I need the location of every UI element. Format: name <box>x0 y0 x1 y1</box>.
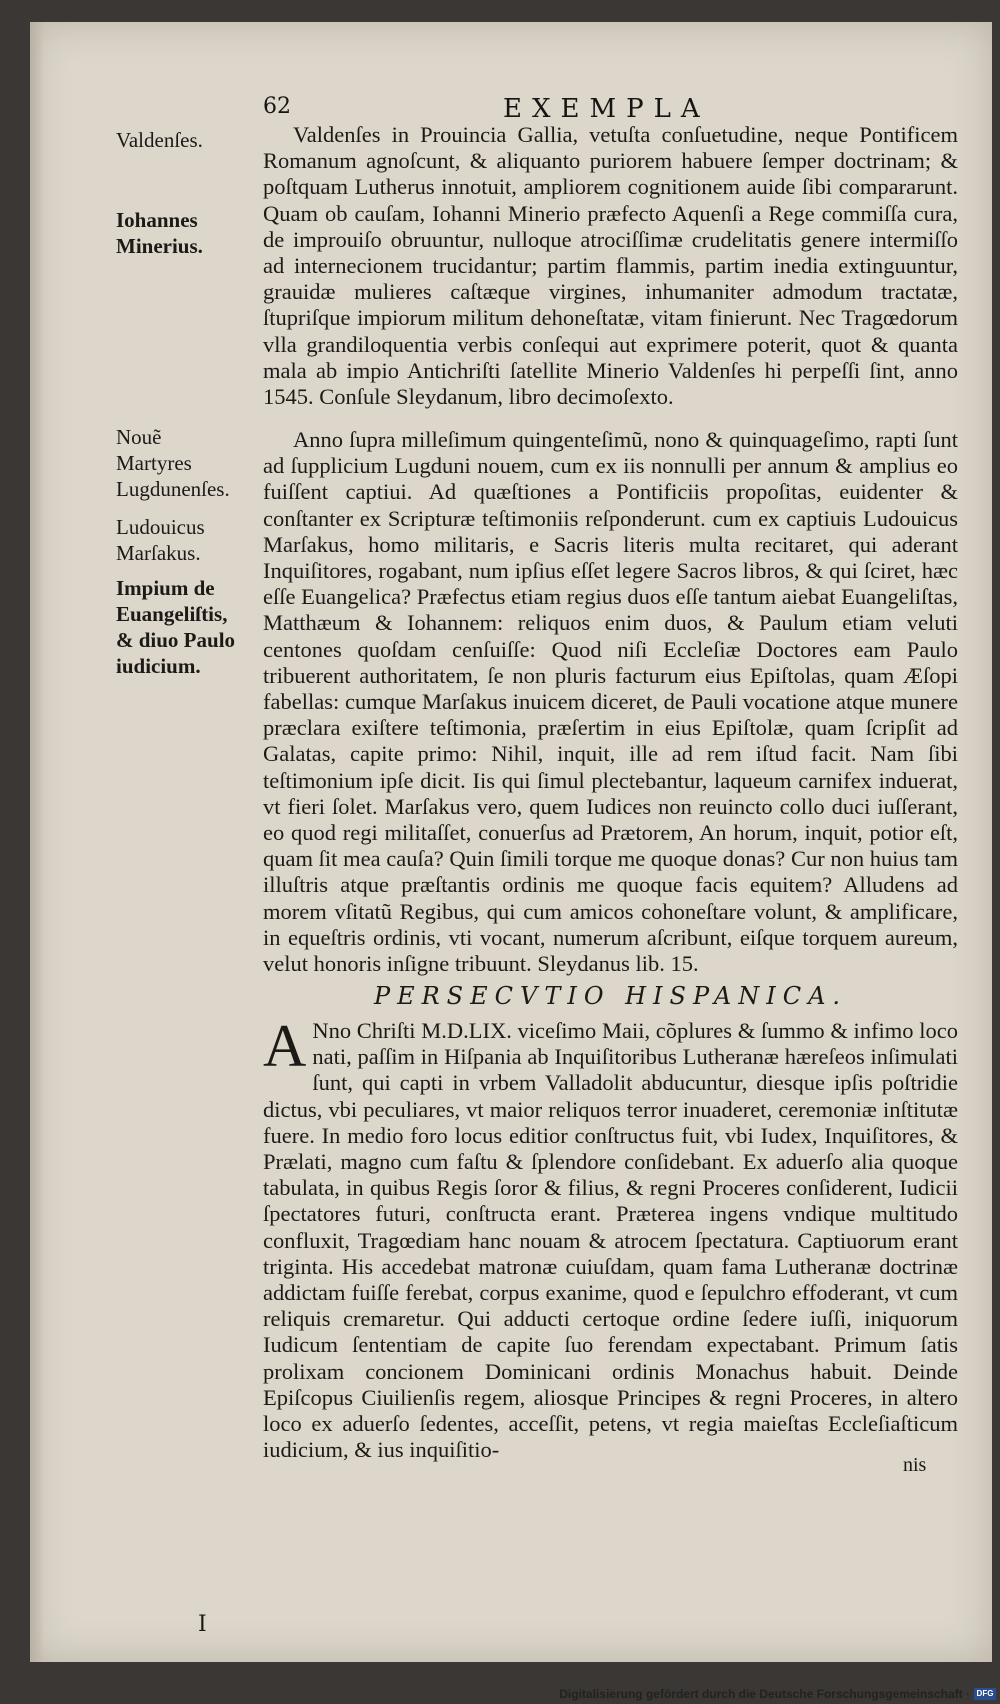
margin-note: Impium de Euangeliſtis, & diuo Paulo iudicium. <box>116 576 236 678</box>
footer-credit <box>559 1687 996 1701</box>
paragraph-hispanica-text: Nno Chriſti M.D.LIX. viceſimo Maii, cõplures & ſummo & infimo loco nati, paſſim in Hiſpania ab Inquiſitoribus Lutheranæ hæreſeos inſimulati ſunt, qui capti in vrbem Valladolit abducuntur, diesque ipſis poſtridie dictus, vbi peculiares, vt maior reliquos terror inuaderet, ceremoniæ inſtitutæ fuere. In medio foro locus editior conſtructus fuit, vbi Iudex, Inquiſitores, & Prælati, magno cum faſtu & ſplendore conſidebant. Ex aduerſo alia quoque tabulata, in quibus Regis ſoror & filius, & regni Proceres conſiderent, Iudicii ſpectatores futuri, conſtructa erant. Præterea ingens vndique multitudo confluxit, Tragœdiam hanc nouam & atrocem ſpectatura. Captiuorum erant triginta. His accedebat matronæ cuiuſdam, quam fama Lutheranæ doctrinæ addictam fuiſſe ferebat, corpus exanime, quod e ſepulchro effoderant, vt cum reliquis cremaretur. Qui adducti certoque ordine ſedere iuſſi, iniquorum Iudicum ſententiam de capite ſuo ferendam expectabant. Primum ſatis prolixam concionem Dominicani ordinis Monachus habuit. Deinde Epiſcopus Ciuilienſis regem, aliosque Principes & regni Proceres, in altero loco ex aduerſo ſedentes, acceſſit, petens, vt regia maieſtas Eccleſiaſticum iudicium, & ius inquiſitio- <box>263 1018 958 1463</box>
footer-text: Digitalisierung gefördert durch die Deutsche Forschungsgemeinschaft · <box>559 1687 970 1701</box>
paragraph-lugduni: Anno ſupra milleſimum quingenteſimũ, nono & quinquageſimo, rapti ſunt ad ſupplicium Lugduni nouem, cum ex iis nonnulli per annum & amplius eo fuiſſent captiui. Ad quæſtiones a Pontificiis propoſitas, euidenter & conſtanter ex Scripturæ teſtimoniis reſponderunt. cum ex captiuis Ludouicus Marſakus, homo militaris, e Sacris literis multa recitaret, qui aderant Inquiſitores, rogabant, num ipſius eſſet legere Sacros libros, & qui ſciret, hæc eſſe Euangelica? Præfectus etiam regius duos eſſe tantum aiebat Euangeliſtas, Matthæum & Iohannem: reliquos enim duos, & Paulum etiam veluti centones quoſdam cenſuiſſe: Quod niſi Eccleſiæ Doctores eam Paulo tribuerent authoritatem, ſe non pluris facturum eius Epiſtolas, quam Æſopi fabellas: cumque Marſakus inuicem diceret, de Pauli vocatione atque munere præclara exiſtere teſtimonia, præſertim in eius Epiſtolæ, quam ſcripſit ad Galatas, capite primo: Nihil, inquit, ille ad rem iſtud facit. Nam ſibi teſtimonium ipſe dicit. Iis qui ſimul plectebantur, laqueum carnifex induerat, vt fieri ſolet. Marſakus vero, quem Iudices non reuincto collo duci iuſſerant, eo quod regi militaſſet, conuerſus ad Prætorem, An horum, inquit, potior eſt, quam ſit mea cauſa? Quin ſimili torque me quoque donas? Cur non huius tam illuſtris atque præſtantis ordinis me quoque facis equitem? Alludens ad morem vſitatũ Regibus, qui cum amicos cohoneſtare volunt, & amplificare, in equeſtris ordinis, vti vocant, numerum aſcribunt, eiſque torquem aureum, velut honoris inſigne tribuunt. Sleydanus lib. 15. <box>263 427 958 977</box>
catchword: nis <box>903 1454 927 1476</box>
book-page <box>30 22 992 1662</box>
margin-note: Ludouicus Marſakus. <box>116 515 205 565</box>
drop-cap: A <box>263 1013 307 1079</box>
margin-note: Nouẽ Martyres Lugdunenſes. <box>116 425 230 501</box>
section-title: PERSECVTIO HISPANICA. <box>373 982 848 1010</box>
paragraph-hispanica <box>263 1013 958 1463</box>
dfg-logo-icon: DFG <box>974 1688 996 1700</box>
margin-note: Valdenſes. <box>116 128 203 152</box>
page-number: 62 <box>263 94 291 119</box>
running-title: EXEMPLA <box>503 94 710 124</box>
paragraph-valdenses: Valdenſes in Prouincia Gallia, vetuſta conſuetudine, neque Pontificem Romanum agnoſcunt, & aliquanto puriorem habuere ſemper doctrinam; & poſtquam Lutherus innotuit, ampliorem cognitionem auide ſibi compararunt. Quam ob cauſam, Iohanni Minerio præfecto Aquenſi a Rege commiſſa cura, de improuiſo obruuntur, nulloque atrociſſimæ crudelitatis genere intermiſſo ad internecionem trucidantur; partim flammis, partim inedia extinguuntur, grauidæ mulieres caſtæque virgines, inhumaniter admodum tractatæ, ſtupriſque impiorum militum dehoneſtatæ, vitam finierunt. Nec Tragœdorum vlla grandiloquentia verbis conſequi aut exprimere poterit, quot & quanta mala ab impio Antichriſti ſatellite Minerio Valdenſes hi perpeſſi ſint, anno 1545. Conſule Sleydanum, libro decimoſexto. <box>263 122 958 410</box>
margin-note: Iohannes Minerius. <box>116 208 203 258</box>
signature-mark: I <box>198 1612 207 1637</box>
